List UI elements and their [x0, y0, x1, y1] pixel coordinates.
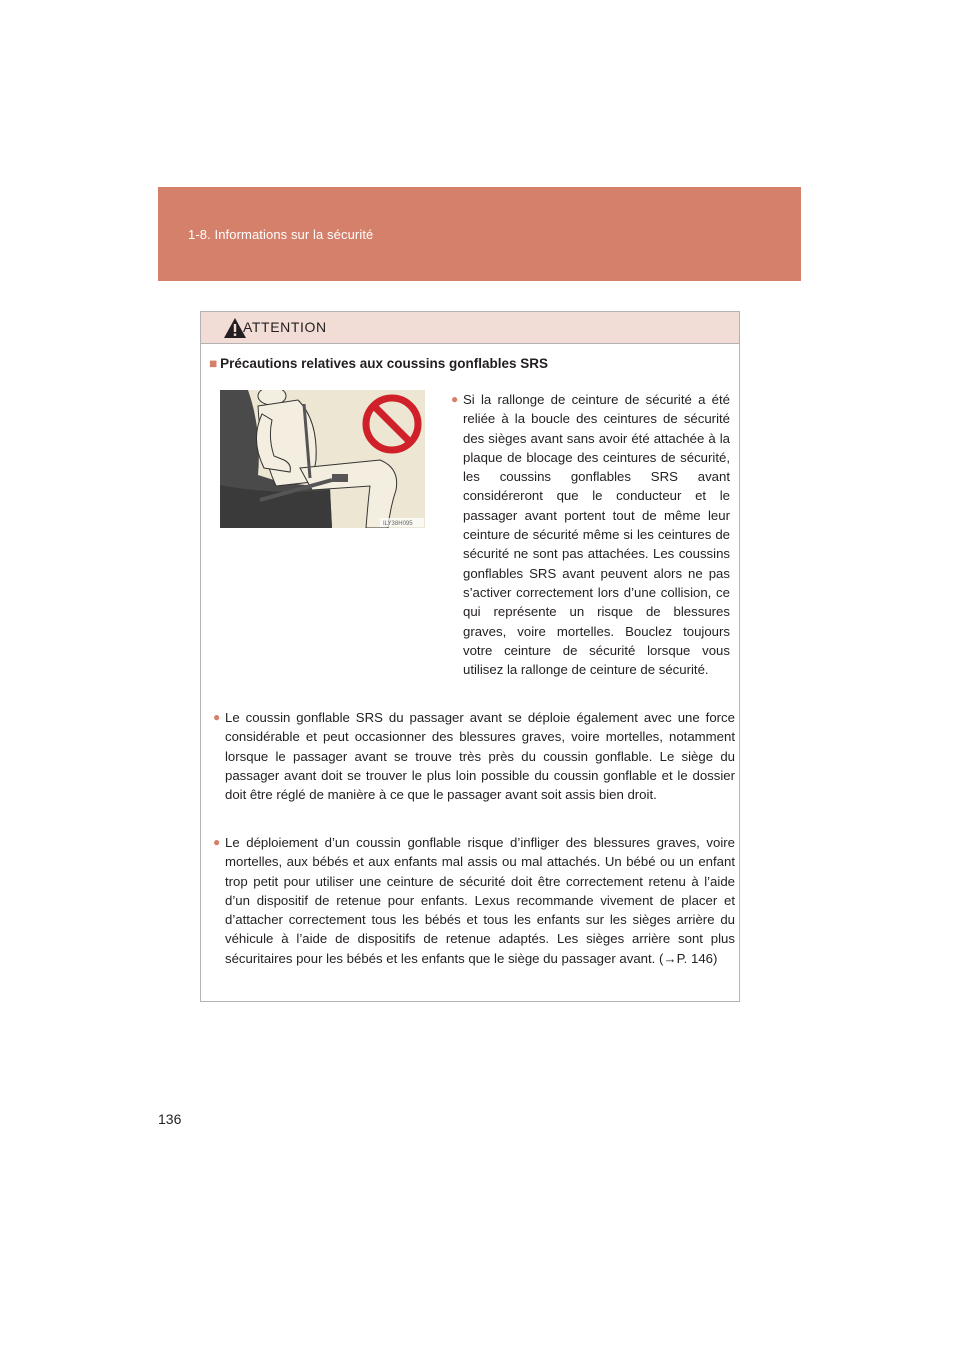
page-number: 136 [158, 1111, 182, 1127]
bullet-dot-icon: ● [213, 835, 221, 849]
seatbelt-extender-illustration [220, 390, 425, 528]
section-heading [209, 356, 548, 371]
bullet-dot-icon: ● [451, 392, 459, 406]
bullet-text: Le coussin gonflable SRS du passager avant se déploie également avec une force considérable et peut occasionner des blessures graves, voire mortelles, notamment lorsque le passager avant se trouve très près du coussin gonflable. Le siège du passager avant doit se trouver le plus loin possible du coussin gonflable et le dossier doit être réglé de manière à ce que le passager avant soit assis bien droit. [225, 710, 735, 803]
warning-header [201, 312, 739, 344]
bullet-text: Si la rallonge de ceinture de sécurité a été reliée à la boucle des ceintures de sécurité des sièges avant sans avoir été attachée à la plaque de blocage des ceintures de sécurité, les coussins gonflables SRS avant considéreront que le conducteur et le passager avant portent tout de même leur ceinture de sécurité même si les ceintures de sécurité ne sont pas attachées. Les coussins gonflables SRS avant peuvent alors ne pas s’activer correctement lors d’une collision, ce qui représente un risque de blessures graves, voire mortelles. Bouclez toujours votre ceinture de sécurité lorsque vous utilisez la rallonge de ceinture de sécurité. [463, 392, 730, 678]
warning-box [200, 311, 740, 1002]
bullet-text: Le déploiement d’un coussin gonflable risque d’infliger des blessures graves, voire mortelles, aux bébés et aux enfants mal assis ou mal attachés. Un bébé ou un enfant trop petit pour utiliser une ceinture de sécurité doit être correctement retenu à l’aide d’un dispositif de retenue pour enfants. Lexus recommande vivement de placer et d’attacher correctement tous les bébés et tous les enfants sur les sièges arrière du véhicule à l’aide de dispositifs de retenue adaptés. Les sièges arrière sont plus sécuritaires pour les bébés et les enfants que le siège du passager avant. (→P. 146) [225, 835, 735, 966]
bullet-item [451, 390, 730, 679]
bullet-item [213, 708, 735, 804]
heading-square-icon: ■ [209, 356, 218, 371]
section-title: 1-8. Informations sur la sécurité [188, 227, 374, 242]
bullet-item [213, 833, 735, 968]
section-header-band [158, 187, 801, 281]
warning-title: ATTENTION [243, 319, 327, 335]
illustration-code: ILY38H095 [383, 521, 413, 527]
section-heading-text: Précautions relatives aux coussins gonflables SRS [220, 356, 549, 371]
bullet-dot-icon: ● [213, 710, 221, 724]
